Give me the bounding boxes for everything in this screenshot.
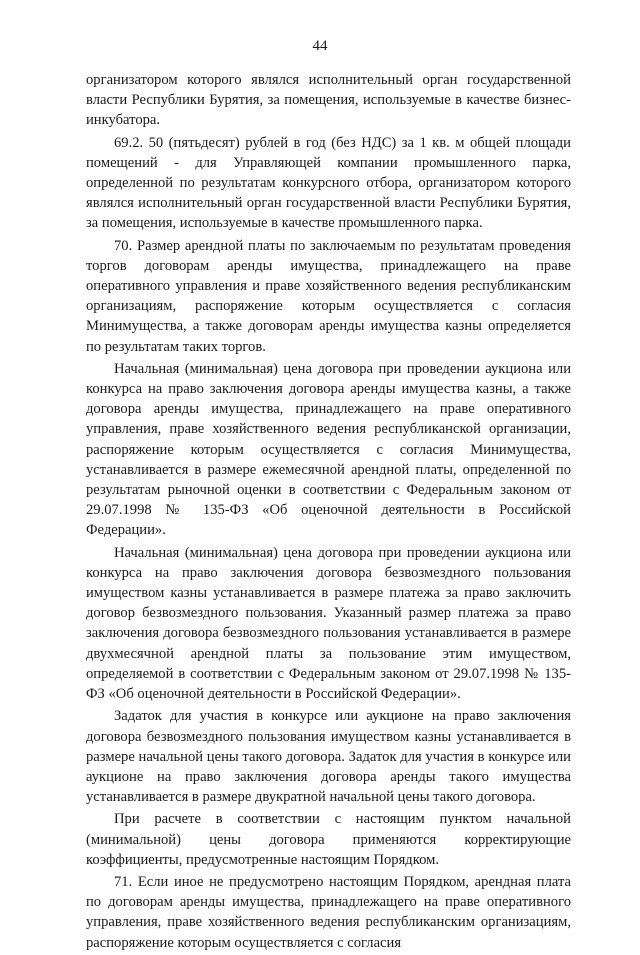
document-body bbox=[86, 70, 571, 955]
paragraph-deposit: Задаток для участия в конкурсе или аукционе на право заключения договора безвозмездного пользования имуществом казны устанавливается в размере начальной цены такого договора. Задаток для участия в конкурсе или аукционе на право заключения договора аренды такого имущества устанавливается в размере двукратной начальной цены такого договора. bbox=[86, 708, 571, 806]
paragraph-71: 71. Если иное не предусмотрено настоящим Порядком, арендная плата по договорам аренды имущества, принадлежащего на праве оперативного управления, праве хозяйственного ведения республиканским организациям, распоряжение которым осуществляется с согласия bbox=[86, 873, 571, 951]
paragraph-coefficients: При расчете в соответствии с настоящим пунктом начальной (минимальной) цены договора применяются корректирующие коэффициенты, предусмотренные настоящим Порядком. bbox=[86, 811, 571, 868]
paragraph-starting-price-lease: Начальная (минимальная) цена договора при проведении аукциона или конкурса на право заключения договора аренды имущества казны, а также договора аренды имущества, принадлежащего на праве оперативного управления, праве хозяйственного ведения республиканской организации, распоряжение которым осуществляется с согласия Минимущества, устанавливается в размере ежемесячной арендной платы, определенной по результатам рыночной оценки в соответствии с Федеральным законом от 29.07.1998 № 135-ФЗ «Об оценочной деятельности в Российской Федерации». bbox=[86, 360, 571, 539]
paragraph-69-2: 69.2. 50 (пятьдесят) рублей в год (без НДС) за 1 кв. м общей площади помещений - для Управляющей компании промышленного парка, определенной по результатам конкурсного отбора, организатором которого являлся исполнительный орган государственной власти Республики Бурятия, за помещения, используемые в качестве промышленного парка. bbox=[86, 134, 571, 232]
paragraph-starting-price-free-use: Начальная (минимальная) цена договора при проведении аукциона или конкурса на право заключения договора безвозмездного пользования имуществом казны устанавливается в размере платежа за право заключить договор безвозмездного пользования. Указанный размер платежа за право заключения договора безвозмездного пользования устанавливается в размере двухмесячной арендной платы за пользование этим имуществом, определяемой в соответствии с Федеральным законом от 29.07.1998 № 135-ФЗ «Об оценочной деятельности в Российской Федерации». bbox=[86, 544, 571, 703]
page-number: 44 bbox=[312, 38, 328, 54]
paragraph-70: 70. Размер арендной платы по заключаемым по результатам проведения торгов договорам аренды имущества, принадлежащего на праве оперативного управления и праве хозяйственного ведения республиканским организациям, распоряжение которым осуществляется с согласия Минимущества, а также договорам аренды имущества казны определяется по результатам таких торгов. bbox=[86, 237, 571, 355]
paragraph-continued: организатором которого являлся исполнительный орган государственной власти Республики Бурятия, за помещения, используемые в качестве бизнес-инкубатора. bbox=[86, 72, 571, 129]
